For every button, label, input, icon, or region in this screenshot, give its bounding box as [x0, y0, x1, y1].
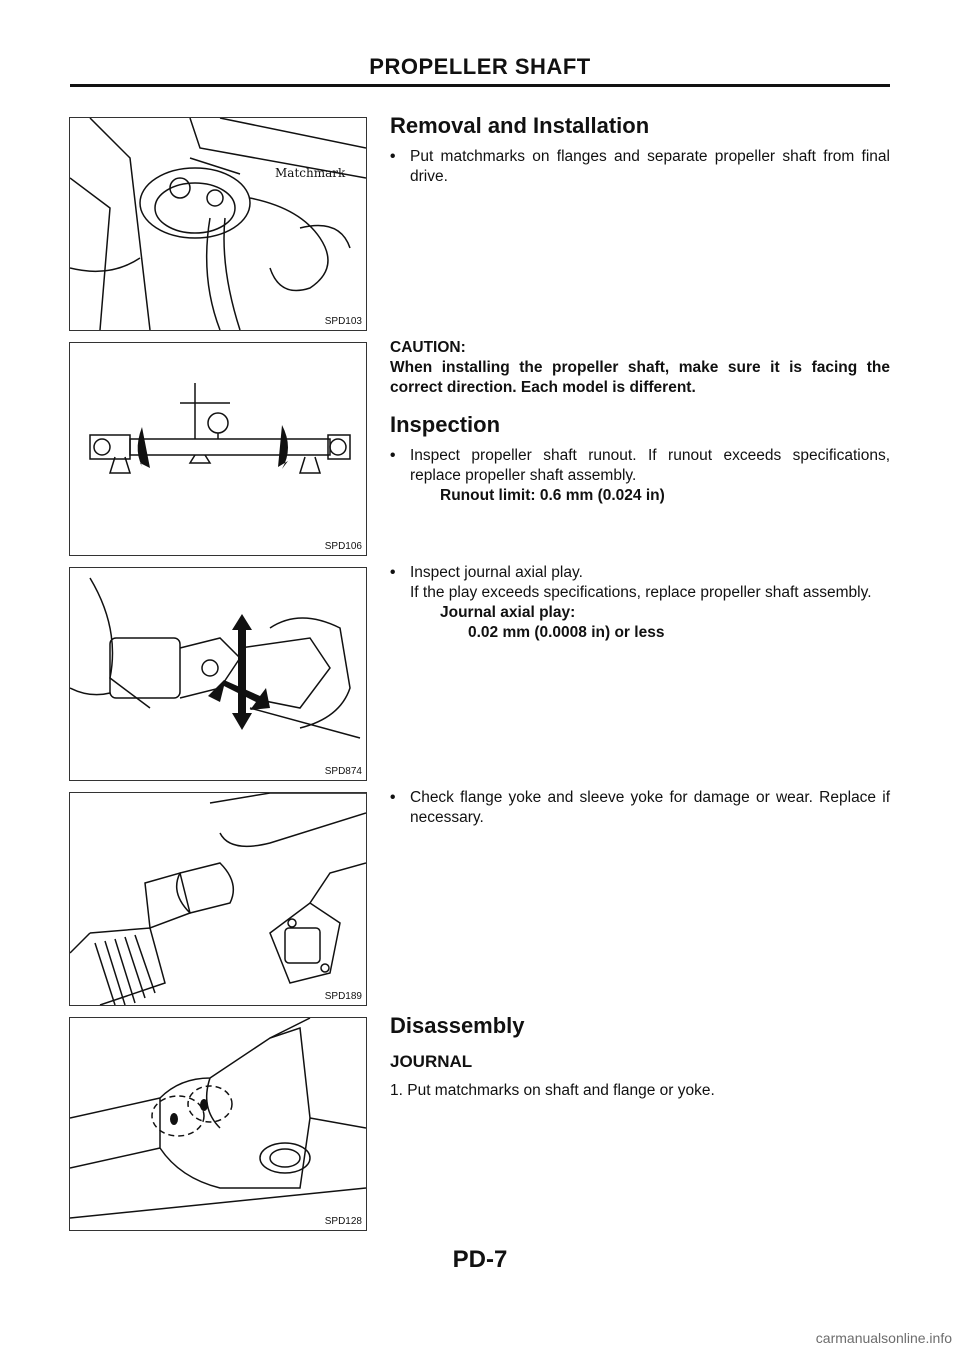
bullet-dot: •: [390, 148, 396, 165]
watermark: carmanualsonline.info: [815, 1330, 952, 1346]
bullet-dot: •: [390, 789, 396, 806]
runout-bullet-text: Inspect propeller shaft runout. If runout exceeds specifications, replace propeller shaft assembly.: [410, 447, 890, 484]
matchmark-label: Matchmark: [275, 166, 346, 180]
figure-code: SPD103: [324, 316, 362, 327]
disassembly-heading: Disassembly: [390, 1013, 525, 1038]
inspection-section: [390, 412, 890, 506]
removal-bullet: [390, 147, 890, 187]
removal-bullet-text: Put matchmarks on flanges and separate propeller shaft from final drive.: [410, 148, 890, 185]
figure-spd189: [69, 792, 367, 1006]
disassembly-section: [390, 1013, 890, 1101]
yoke-bullet-text: Check flange yoke and sleeve yoke for damage or wear. Replace if necessary.: [410, 789, 890, 826]
matchmark-illustration: [70, 118, 366, 330]
yoke-bullet: [390, 788, 890, 828]
figure-spd106: [69, 342, 367, 556]
runout-spec: Runout limit: 0.6 mm (0.024 in): [440, 487, 665, 504]
yoke-illustration: [70, 793, 366, 1005]
removal-heading: Removal and Installation: [390, 113, 650, 138]
bullet-dot: •: [390, 564, 396, 581]
journal-line-1: Inspect journal axial play.: [410, 564, 583, 581]
figure-code: SPD189: [324, 991, 362, 1002]
page-number: PD-7: [452, 1246, 508, 1273]
caution-block: [390, 338, 890, 398]
figure-code: SPD128: [324, 1216, 362, 1227]
figure-spd128: [69, 1017, 367, 1231]
removal-section: [390, 113, 890, 187]
journal-matchmark-illustration: [70, 1018, 366, 1230]
journal-play-section: [390, 563, 890, 643]
header-rule: [70, 84, 890, 87]
caution-label: CAUTION:: [390, 339, 466, 356]
runout-bullet: [390, 446, 890, 486]
caution-text: When installing the propeller shaft, make sure it is facing the correct direction. Each model is different.: [390, 359, 890, 396]
journal-play-illustration: [70, 568, 366, 780]
figure-spd103: [69, 117, 367, 331]
journal-spec-label: Journal axial play:: [440, 604, 576, 621]
journal-line-2: If the play exceeds specifications, replace propeller shaft assembly.: [410, 584, 872, 601]
figure-code: SPD874: [324, 766, 362, 777]
inspection-heading: Inspection: [390, 412, 501, 437]
disassembly-step-1: 1. Put matchmarks on shaft and flange or yoke.: [390, 1082, 715, 1099]
page-header-title: PROPELLER SHAFT: [369, 54, 591, 79]
figure-spd874: [69, 567, 367, 781]
bullet-dot: •: [390, 447, 396, 464]
journal-bullet: [390, 563, 890, 603]
runout-gauge-illustration: [70, 343, 366, 555]
journal-spec-value: 0.02 mm (0.0008 in) or less: [468, 624, 665, 641]
journal-subheading: JOURNAL: [390, 1052, 473, 1071]
yoke-section: [390, 788, 890, 828]
figure-code: SPD106: [324, 541, 362, 552]
